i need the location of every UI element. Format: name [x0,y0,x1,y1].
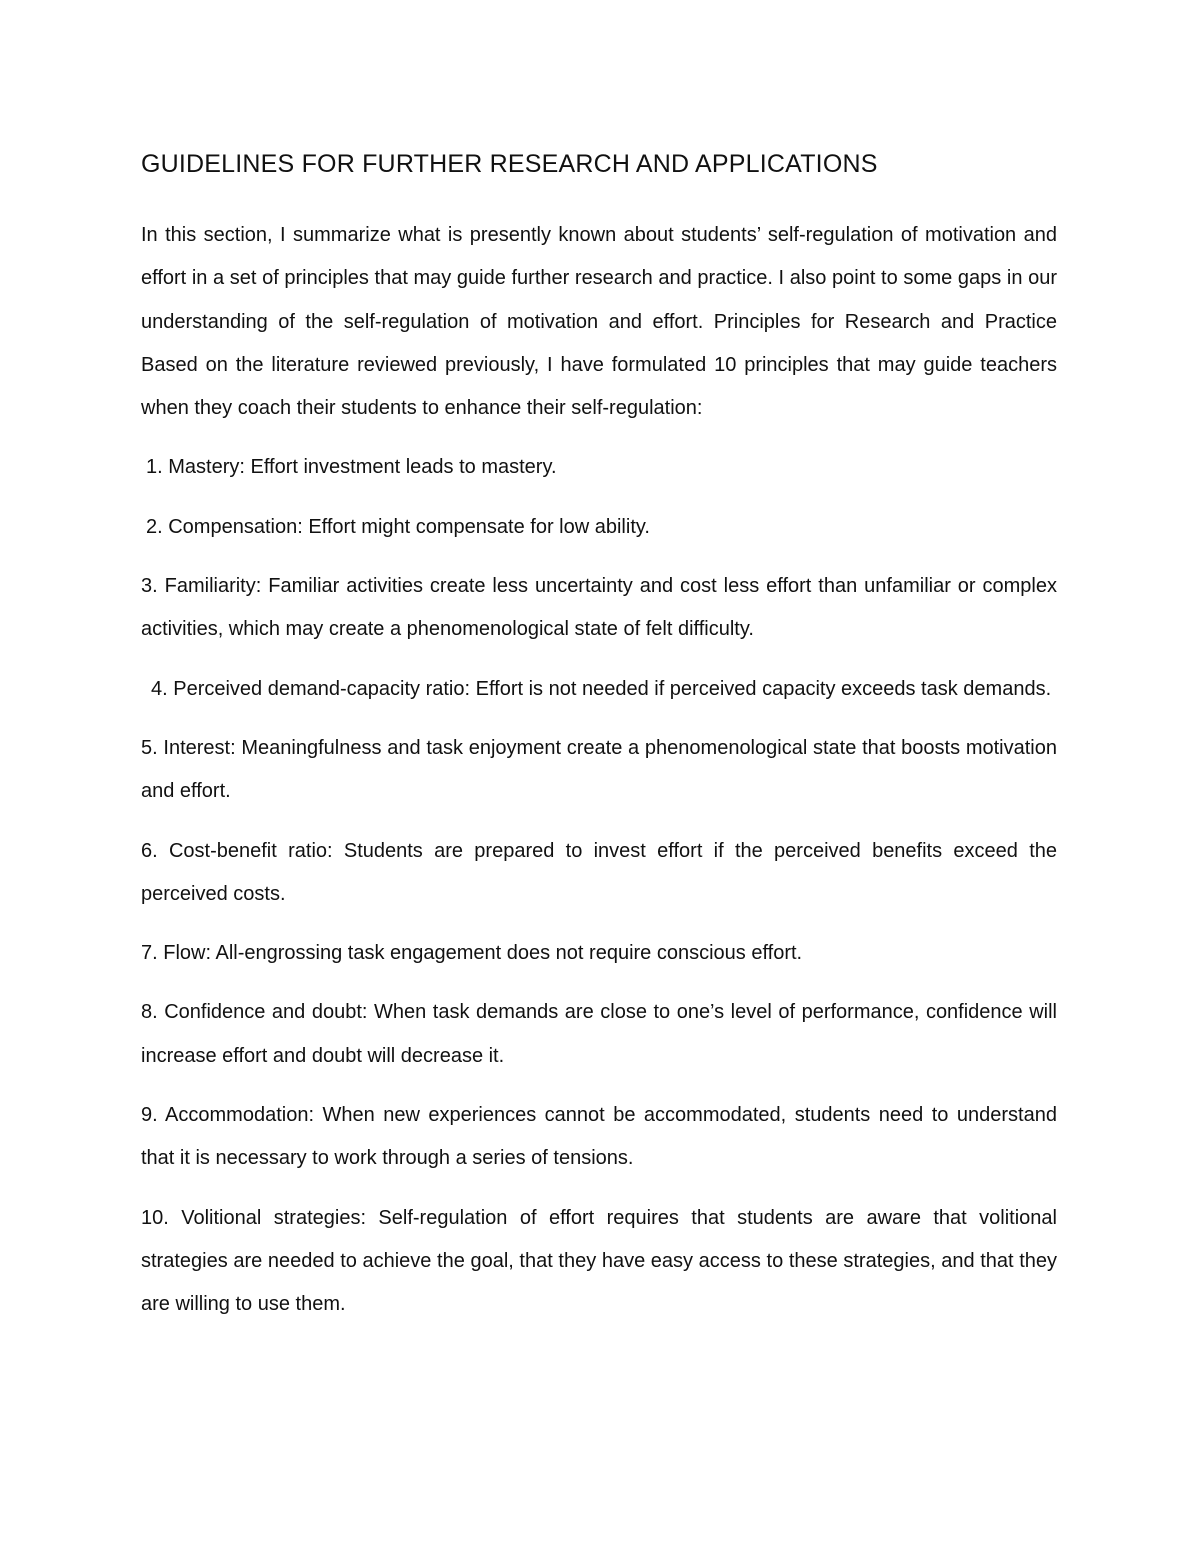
document-page [141,140,1057,1343]
document-title: GUIDELINES FOR FURTHER RESEARCH AND APPLICATIONS [141,150,878,178]
principle-item-10: 10. Volitional strategies: Self-regulation of effort requires that students are aware that volitional strategies are needed to achieve the goal, that they have easy access to these strategies, and that they are willing to use them. [141,1206,1057,1316]
principle-item-2: 2. Compensation: Effort might compensate for low ability. [146,515,650,538]
principle-item-5: 5. Interest: Meaningfulness and task enjoyment create a phenomenological state that boosts motivation and effort. [141,736,1057,803]
intro-paragraph: In this section, I summarize what is presently known about students’ self-regulation of motivation and effort in a set of principles that may guide further research and practice. I also point to some gaps in our understanding of the self-regulation of motivation and effort. Principles for Research and Practice Based on the literature reviewed previously, I have formulated 10 principles that may guide teachers when they coach their students to enhance their self-regulation: [141,224,1057,420]
principle-item-8: 8. Confidence and doubt: When task demands are close to one’s level of performance, confidence will increase effort and doubt will decrease it. [141,1001,1057,1067]
principle-item-6: 6. Cost-benefit ratio: Students are prepared to invest effort if the perceived benefits exceed the perceived costs. [141,839,1057,905]
principle-item-9: 9. Accommodation: When new experiences cannot be accommodated, students need to understand that it is necessary to work through a series of tensions. [141,1104,1057,1170]
principle-item-4: 4. Perceived demand-capacity ratio: Effort is not needed if perceived capacity exceeds task demands. [151,677,1052,700]
principle-item-1: 1. Mastery: Effort investment leads to mastery. [146,456,557,479]
principle-item-7: 7. Flow: All-engrossing task engagement does not require conscious effort. [141,942,803,965]
principle-item-3: 3. Familiarity: Familiar activities create less uncertainty and cost less effort than unfamiliar or complex activities, which may create a phenomenological state of felt difficulty. [141,575,1057,641]
